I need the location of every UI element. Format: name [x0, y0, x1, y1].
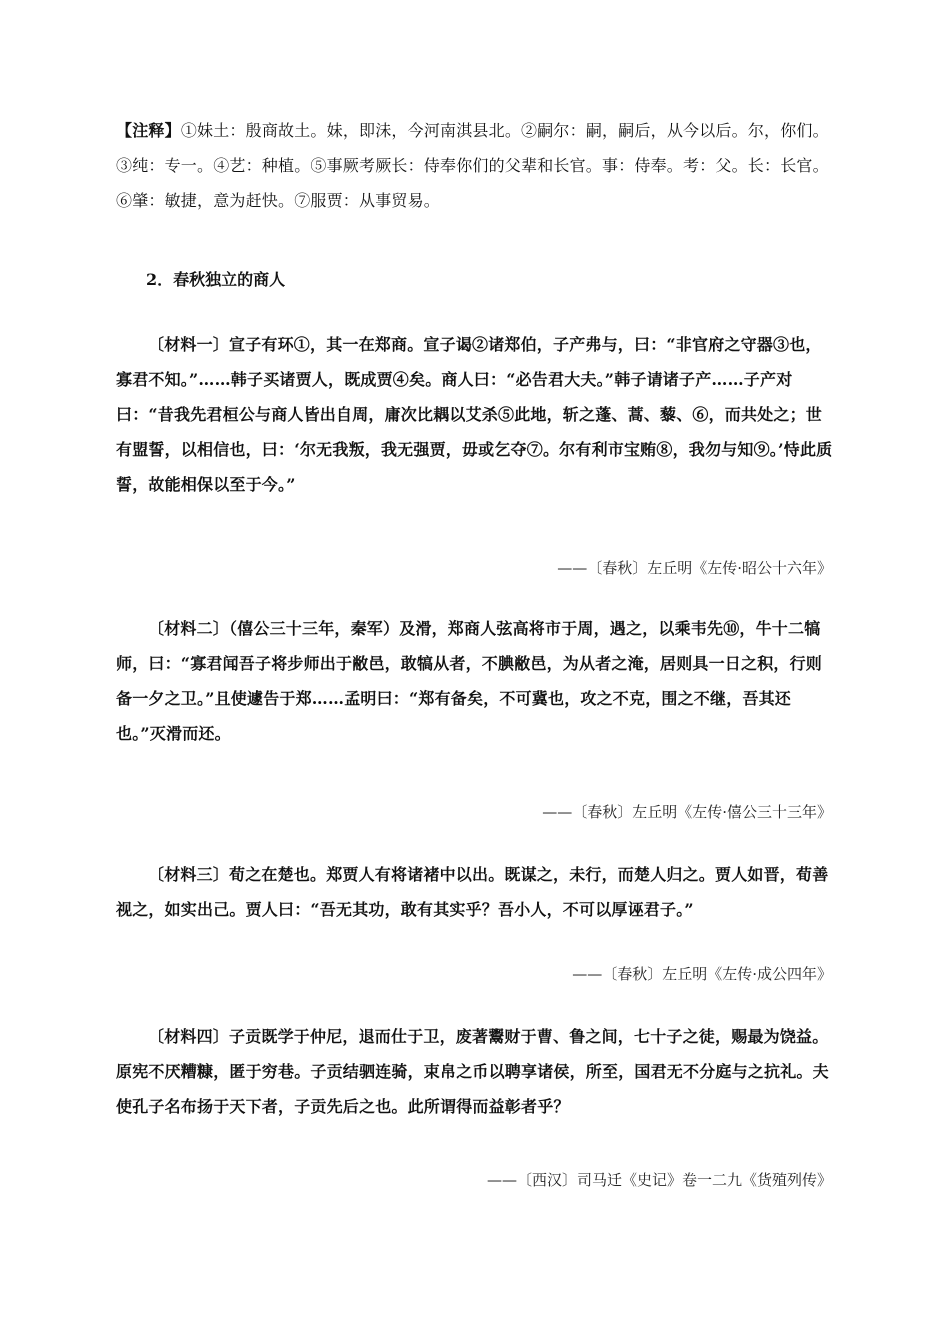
section-title: 2．春秋独立的商人 — [146, 270, 286, 289]
material-two: 〔材料二〕（僖公三十三年，秦军）及滑，郑商人弦高将市于周，遇之，以乘韦先⑩，牛十二犒师，曰：“寡君闻吾子将步师出于敝邑，敢犒从者，不腆敝邑，为从者之淹，居则具一日之积，行则备一夕之卫。”且使遽告于郑……孟明曰：“郑有备矣，不可冀也，攻之不克，围之不继，吾其还也。”灭滑而还。 — [116, 619, 823, 743]
material-one: 〔材料一〕宣子有环①，其一在郑商。宣子谒②诸郑伯，子产弗与，曰：“非官府之守器③也，寡君不知。”……韩子买诸贾人，既成贾④矣。商人曰：“必告君大夫。”韩子请诸子产……子产对曰：“昔我先君桓公与商人皆出自周，庸次比耦以艾杀⑤此地，斩之蓬、蒿、藜、⑥，而共处之；世有盟誓，以相信也，曰：‘尔无我叛，我无强贾，毋或乞夺⑦。尔有利市宝贿⑧，我勿与知⑨。’恃此质誓，故能相保以至于今。” — [116, 335, 833, 494]
material-four: 〔材料四〕子贡既学于仲尼，退而仕于卫，废著鬻财于曹、鲁之间，七十子之徒，赐最为饶益。原宪不厌糟糠，匿于穷巷。子贡结驷连骑，束帛之币以聘享诸侯，所至，国君无不分庭与之抗礼。夫使孔子名布扬于天下者，子贡先后之也。此所谓得而益彰者乎？ — [116, 1027, 829, 1116]
material-four-source: ——〔西汉〕司马迁《史记》卷一二九《货殖列传》 — [486, 1171, 832, 1189]
notes-label: 【注释】 — [116, 121, 181, 140]
notes-text: ①妹土：殷商故土。妹，即沬，今河南淇县北。②嗣尔：嗣，嗣后，从今以后。尔，你们。③纯：专一。④艺：种植。⑤事厥考厥长：侍奉你们的父辈和长官。事：侍奉。考：父。长：长官。⑥肇：敏捷，意为赶快。⑦服贾：从事贸易。 — [116, 121, 829, 210]
material-one-source: ——〔春秋〕左丘明《左传·昭公十六年》 — [557, 559, 832, 577]
material-three-source: ——〔春秋〕左丘明《左传·成公四年》 — [572, 965, 832, 983]
notes-paragraph — [116, 113, 834, 218]
material-two-source: ——〔春秋〕左丘明《左传·僖公三十三年》 — [542, 803, 832, 821]
material-three: 〔材料三〕荀之在楚也。郑贾人有将诸褚中以出。既谋之，未行，而楚人归之。贾人如晋，荀善视之，如实出己。贾人曰：“吾无其功，敢有其实乎？吾小人，不可以厚诬君子。” — [116, 865, 829, 919]
